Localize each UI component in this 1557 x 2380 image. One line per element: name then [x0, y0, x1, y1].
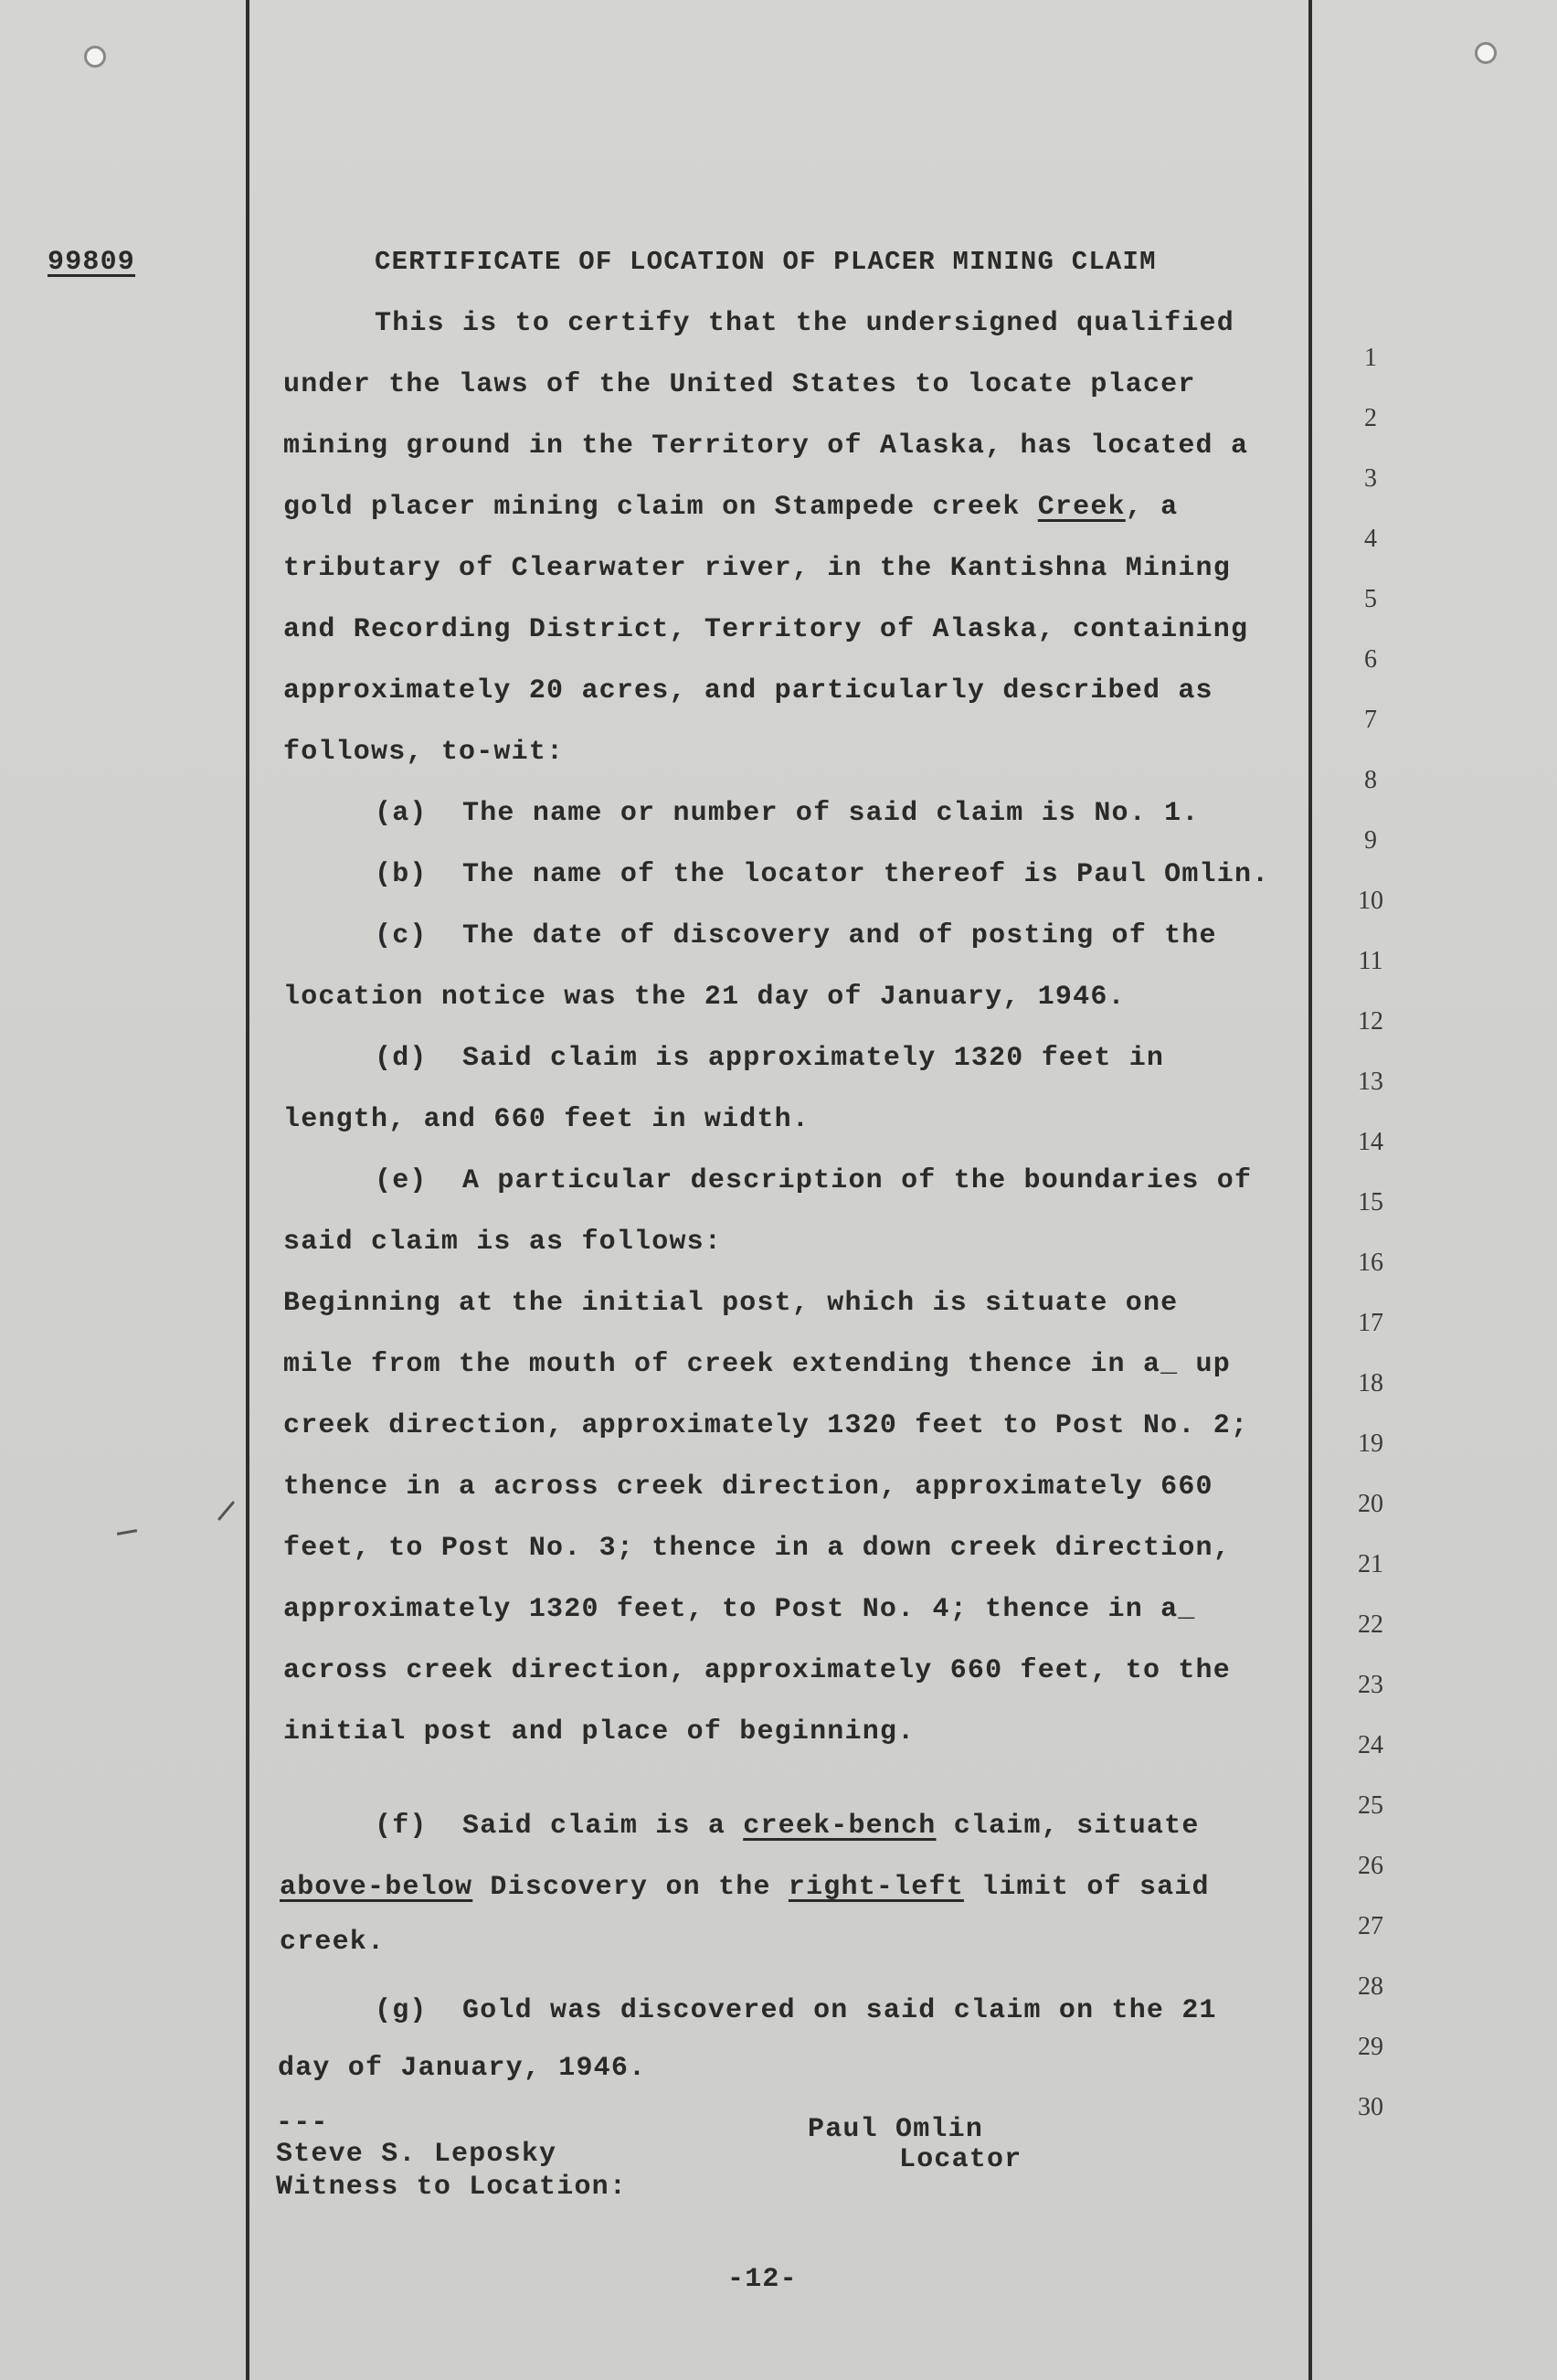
locator-role: Locator — [899, 2144, 1022, 2175]
line-number: 23 — [1358, 1671, 1383, 1699]
body-line: Beginning at the initial post, which is situate one — [283, 1288, 1179, 1319]
body-line: approximately 1320 feet, to Post No. 4; thence in a_ — [283, 1594, 1196, 1625]
line-number: 17 — [1358, 1309, 1383, 1337]
body-line — [283, 494, 1178, 521]
line-number: 28 — [1358, 1972, 1383, 2001]
body-line: tributary of Clearwater river, in the Kantishna Mining — [283, 553, 1231, 584]
line-number: 3 — [1364, 464, 1377, 493]
punch-hole-right — [1475, 42, 1497, 64]
text-segment: (f) Said claim is a — [375, 1811, 744, 1842]
clause-d: (d) Said claim is approximately 1320 feet in — [375, 1043, 1165, 1074]
punch-hole-left — [84, 46, 106, 68]
body-line: under the laws of the United States to locate placer — [283, 369, 1196, 400]
clause-a: (a) The name or number of said claim is No. 1. — [375, 798, 1200, 829]
line-number: 27 — [1358, 1912, 1383, 1940]
left-margin-rule — [246, 0, 249, 2380]
body-line: creek. — [280, 1927, 386, 1958]
body-line: thence in a across creek direction, approximately 660 — [283, 1472, 1213, 1503]
text-segment: Discovery on the — [472, 1872, 789, 1903]
body-line: This is to certify that the undersigned qualified — [375, 308, 1234, 339]
body-line: approximately 20 acres, and particularly described as — [283, 675, 1213, 707]
line-number: 18 — [1358, 1369, 1383, 1397]
body-line: mile from the mouth of creek extending thence in a_ up — [283, 1349, 1231, 1380]
line-number: 30 — [1358, 2093, 1383, 2121]
line-number: 4 — [1364, 525, 1377, 553]
clause-c: (c) The date of discovery and of posting of the — [375, 920, 1217, 951]
clause-f — [375, 1812, 1200, 1840]
body-line: day of January, 1946. — [278, 2053, 647, 2084]
text-segment: , a — [1125, 492, 1179, 523]
line-number: 21 — [1358, 1550, 1383, 1578]
text-segment: limit of said — [963, 1872, 1210, 1903]
line-number: 9 — [1364, 826, 1377, 855]
line-number: 14 — [1358, 1128, 1383, 1156]
line-number: 7 — [1364, 706, 1377, 734]
line-number: 2 — [1364, 404, 1377, 432]
witness-name: Steve S. Leposky — [276, 2139, 557, 2170]
body-line: creek direction, approximately 1320 feet to Post No. 2; — [283, 1410, 1249, 1441]
line-number: 24 — [1358, 1731, 1383, 1759]
line-number: 8 — [1364, 766, 1377, 794]
body-line: across creek direction, approximately 660 feet, to the — [283, 1655, 1231, 1686]
clause-e: (e) A particular description of the boundaries of — [375, 1165, 1253, 1196]
body-line: mining ground in the Territory of Alaska, has located a — [283, 430, 1249, 462]
signature-dashes: --- — [276, 2108, 329, 2139]
text-segment: gold placer mining claim on Stampede creek — [283, 492, 1038, 523]
locator-name: Paul Omlin — [808, 2114, 984, 2145]
body-line: said claim is as follows: — [283, 1227, 723, 1258]
margin-stroke — [117, 1529, 137, 1535]
underlined-term: creek-bench — [743, 1811, 937, 1842]
witness-role: Witness to Location: — [276, 2172, 628, 2203]
line-number: 29 — [1358, 2033, 1383, 2061]
underlined-term: above-below — [280, 1872, 473, 1903]
document-title: CERTIFICATE OF LOCATION OF PLACER MINING CLAIM — [375, 247, 1157, 277]
line-number: 25 — [1358, 1791, 1383, 1820]
body-line: follows, to-wit: — [283, 737, 565, 768]
clause-b: (b) The name of the locator thereof is Paul Omlin. — [375, 859, 1270, 890]
line-number: 6 — [1364, 645, 1377, 674]
line-number: 26 — [1358, 1852, 1383, 1880]
underlined-term: right-left — [788, 1872, 964, 1903]
line-number: 22 — [1358, 1610, 1383, 1639]
line-number: 19 — [1358, 1429, 1383, 1458]
body-line: feet, to Post No. 3; thence in a down creek direction, — [283, 1533, 1231, 1564]
margin-stroke — [217, 1501, 235, 1521]
line-number: 10 — [1358, 887, 1383, 915]
body-line: initial post and place of beginning. — [283, 1716, 916, 1748]
document-number: 99809 — [48, 247, 136, 278]
clause-g: (g) Gold was discovered on said claim on the 21 — [375, 1995, 1217, 2026]
underlined-term: Creek — [1037, 492, 1126, 523]
line-number: 5 — [1364, 585, 1377, 613]
body-line: and Recording District, Territory of Alaska, containing — [283, 614, 1249, 645]
line-number: 11 — [1358, 947, 1383, 975]
line-number: 1 — [1364, 344, 1377, 372]
text-segment: claim, situate — [936, 1811, 1200, 1842]
line-number: 16 — [1358, 1248, 1383, 1277]
page-number: -12- — [727, 2264, 798, 2295]
line-number: 12 — [1358, 1007, 1383, 1036]
body-line: length, and 660 feet in width. — [283, 1104, 810, 1135]
line-number: 13 — [1358, 1068, 1383, 1096]
body-line — [280, 1874, 1210, 1901]
line-number: 20 — [1358, 1490, 1383, 1518]
body-line: location notice was the 21 day of January, 1946. — [283, 982, 1126, 1013]
line-number: 15 — [1358, 1188, 1383, 1217]
right-margin-rule — [1308, 0, 1312, 2380]
